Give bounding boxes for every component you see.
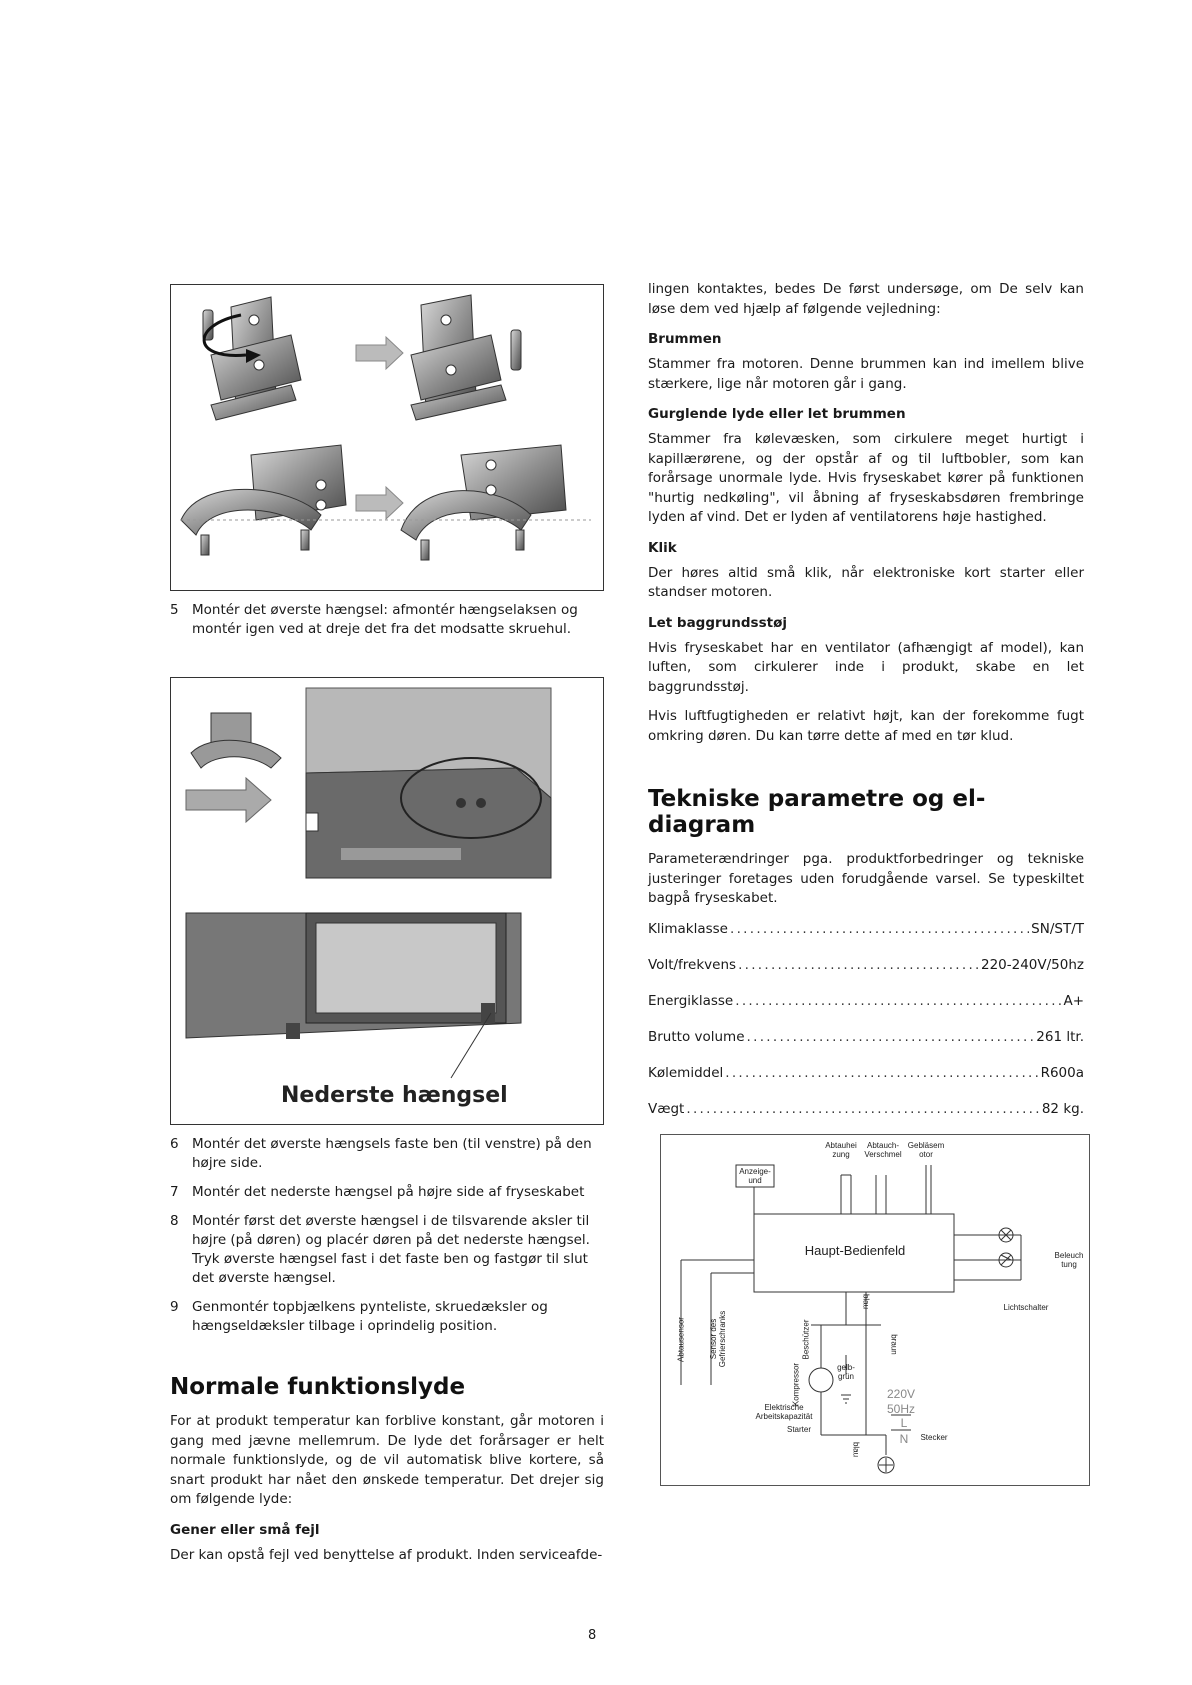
spec-row [648, 1064, 1084, 1083]
spec-value: A+ [1063, 992, 1084, 1009]
wiring-diagram [660, 1134, 1090, 1486]
klik-text: Der høres altid små klik, når elektroniske kort starter eller standser motoren. [648, 564, 1084, 600]
step-8 [170, 1212, 604, 1288]
step-5 [170, 601, 604, 639]
subheading-baggrundsstoj: Let baggrundsstøj [648, 614, 787, 631]
label-L: L [900, 1416, 908, 1430]
subheading-brummen: Brummen [648, 331, 722, 347]
left-column [170, 284, 604, 1565]
continued-paragraph: lingen kontaktes, bedes De først undersøge, om De selv kan løse dem ved hjælp af følgende vejledning: [648, 281, 1084, 317]
spec-label: Energiklasse [648, 992, 734, 1009]
spec-dots [738, 956, 979, 975]
spec-value: 220-240V/50hz [980, 956, 1084, 973]
spec-label: Kølemiddel [648, 1064, 724, 1081]
label-abtauverschmel: Abtauch- Verschmel [864, 1141, 902, 1159]
subheading-klik: Klik [648, 539, 677, 556]
step-7 [170, 1183, 604, 1202]
step-text: Montér det øverste hængsel: afmontér hængselaksen og montér igen ved at dreje det fra det modsatte skruehul. [192, 602, 578, 637]
label-beleuchtung: Beleuch tung [1054, 1251, 1084, 1269]
step-text: Genmontér topbjælkens pynteliste, skruedæksler og hængseldæksler tilbage i oprindelig position. [192, 1299, 548, 1334]
step-text: Montér først det øverste hængsel i de tilsvarende aksler til højre (på døren) og placér døren på det nederste hængsel. Tryk øverste hængsel fast i det faste ben og fastgør til slut det øverste hængsel. [192, 1213, 590, 1286]
subheading-gurglende: Gurglende lyde eller let brummen [648, 406, 906, 422]
hinge-figure [170, 284, 604, 591]
figure-caption: Nederste hængsel [281, 1083, 508, 1108]
step-number: 7 [170, 1184, 179, 1200]
spec-label: Volt/frekvens [648, 956, 737, 973]
hinge-illustration [171, 285, 604, 591]
intro-paragraph: For at produkt temperatur kan forblive konstant, går motoren i gang med jævne mellemrum. De lyde det forårsager er helt normale funktionslyde, og de vil automatisk blive kortere, så snart produkt har nået den ønskede temperatur. Det drejer sig om følgende lyde: [170, 1413, 604, 1507]
humidity-text: Hvis luftfugtigheden er relativt højt, kan der forekomme fugt omkring døren. Du kan tørre dette af med en tør klud. [648, 708, 1084, 744]
hinge-top-right [411, 295, 521, 420]
subheading-faults: Gener eller små fejl [170, 1521, 320, 1538]
label-sensor: Sensor des Gefrierschranks [709, 1310, 727, 1368]
page-number: 8 [588, 1628, 597, 1643]
section-heading-technical: Tekniske parametre og el-diagram [648, 786, 986, 838]
spec-dots [686, 1100, 1039, 1119]
steps-list [170, 1135, 604, 1336]
label-beschutzer: Beschützer [801, 1319, 811, 1360]
label-braun: braun [889, 1334, 899, 1355]
spec-label: Vægt [648, 1100, 685, 1117]
params-intro: Parameterændringer pga. produktforbedringer og tekniske justeringer foretages uden forudgående varsel. Se typeskiltet bagpå fryseskabet. [648, 851, 1084, 906]
label-kompressor: Kompressor [791, 1362, 801, 1407]
label-geblasemotor: Gebläsem otor [907, 1141, 945, 1159]
step-text: Montér det nederste hængsel på højre side af fryseskabet [192, 1184, 585, 1200]
spec-row [648, 1028, 1084, 1047]
hinge-bottom-right [401, 445, 566, 560]
lower-hinge-figure [170, 677, 604, 1125]
step-6 [170, 1135, 604, 1173]
spec-label: Brutto volume [648, 1028, 745, 1045]
label-stecker: Stecker [920, 1433, 948, 1442]
label-kapazitat: Elektrische Arbeitskapazität [755, 1403, 813, 1421]
label-hz: 50Hz [886, 1402, 915, 1416]
label-volt: 220V [886, 1387, 916, 1401]
spec-value: SN/ST/T [1031, 920, 1084, 937]
label-lichtschalter: Lichtschalter [1003, 1303, 1049, 1312]
step-number: 5 [170, 602, 179, 618]
step-number: 9 [170, 1299, 179, 1315]
label-anzeige: Anzeige- und [739, 1167, 771, 1185]
label-blau-bottom: blau [851, 1441, 861, 1458]
spec-row [648, 1100, 1084, 1119]
faults-paragraph: Der kan opstå fejl ved benyttelse af produkt. Inden serviceafde- [170, 1546, 603, 1563]
fridge-illustration [171, 678, 604, 1125]
main-panel-label: Haupt-Bedienfeld [804, 1243, 906, 1258]
brummen-text: Stammer fra motoren. Denne brummen kan ind imellem blive stærkere, lige når motoren går i gang. [648, 356, 1084, 392]
spec-value: R600a [1040, 1064, 1084, 1081]
step-9 [170, 1298, 604, 1336]
spec-label: Klimaklasse [648, 920, 728, 937]
label-starter: Starter [786, 1425, 811, 1434]
label-abtausensor: Abtausensor [676, 1317, 686, 1362]
spec-row [648, 956, 1084, 975]
spec-value: 261 ltr. [1036, 1028, 1084, 1045]
spec-row [648, 992, 1084, 1011]
spec-dots [747, 1028, 1035, 1047]
spec-dots [735, 992, 1061, 1011]
label-gelbgrun: gelb- grün [837, 1363, 855, 1381]
step-number: 6 [170, 1136, 179, 1152]
step-text: Montér det øverste hængsels faste ben (til venstre) på den højre side. [192, 1136, 592, 1171]
spec-row [648, 920, 1084, 939]
spec-dots [730, 920, 1029, 939]
step-number: 8 [170, 1213, 179, 1229]
section-heading-normal-sounds: Normale funktionslyde [170, 1374, 466, 1400]
label-N: N [899, 1432, 909, 1446]
label-abtauheizung: Abtauhei zung [825, 1141, 857, 1159]
spec-dots [725, 1064, 1038, 1083]
spec-value: 82 kg. [1041, 1100, 1084, 1117]
right-column [648, 280, 1084, 1119]
gurglende-text: Stammer fra kølevæsken, som cirkulere meget hurtigt i kapillærørene, og der opstår af og til luftbobler, som kan forårsage unormale lyde. Hvis fryseskabet kører på funktionen "hurtig nedkøling", vil åbning af fryseskabsdøren frembringe lyden af vind. Det er lyden af ventilatorens høje hastighed. [648, 431, 1084, 525]
spec-list [648, 920, 1084, 1119]
label-blau-top: blau [861, 1293, 871, 1310]
hinge-bottom-left [181, 445, 346, 555]
baggrundsstoj-text: Hvis fryseskabet har en ventilator (afhængigt af model), kan luften, som cirkulerer inde i produkt, skabe en let baggrundsstøj. [648, 639, 1084, 695]
